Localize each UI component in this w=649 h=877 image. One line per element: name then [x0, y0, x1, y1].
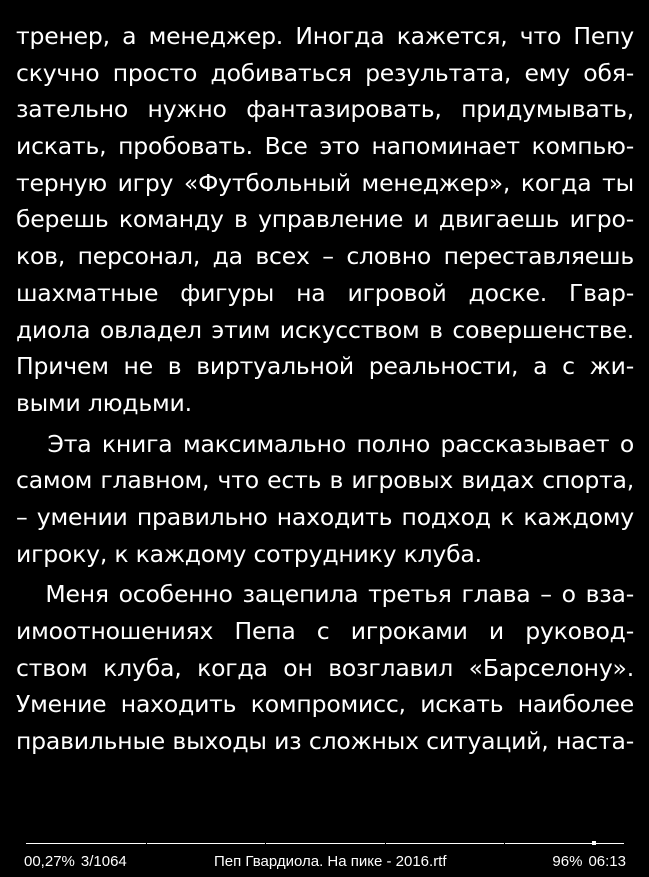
text-line: Причем не в виртуальной реальности, а с жи- [16, 352, 634, 381]
text-line: Эта книга максимально полно рассказывает о [16, 429, 634, 458]
text-line: имоотношениях Пепа с игроками и руковод- [16, 617, 634, 645]
text-line: берешь команду в управление и двигаешь игро- [16, 205, 634, 234]
clock-time: 06:13 [588, 853, 626, 870]
book-title[interactable]: Пеп Гвардиола. На пике - 2016.rtf [214, 853, 447, 870]
progress-marker [592, 841, 596, 845]
reading-progress-bar[interactable] [26, 843, 624, 844]
text-line: искать, пробовать. Все это напоминает компью- [16, 132, 634, 161]
system-info [552, 852, 626, 872]
text-line: тренер, а менеджер. Иногда кажется, что Пепу [16, 22, 634, 50]
text-line: ков, персонал, да всех – словно переставляешь [16, 242, 634, 271]
text-line: игроку, к каждому сотруднику клуба. [16, 539, 482, 568]
paragraph [16, 576, 634, 759]
status-bar [24, 852, 626, 872]
reader-text-area[interactable] [16, 18, 634, 760]
text-line: шахматные фигуры на игровой доске. Гвар- [16, 278, 634, 307]
chapter-tick [146, 841, 147, 844]
progress-percent: 00,27% [24, 853, 75, 870]
battery-level: 96% [552, 853, 583, 870]
text-line: Меня особенно зацепила третья глава – о вза- [16, 580, 634, 609]
text-line: диола овладел этим искусством в совершенстве. [16, 315, 634, 344]
text-line: терную игру «Футбольный менеджер», когда ты [16, 168, 634, 197]
text-line: правильные выходы из сложных ситуаций, наста- [16, 727, 634, 756]
text-line: зательно нужно фантазировать, придумывать, [16, 95, 634, 124]
text-line: ством клуба, когда он возглавил «Барселону». [16, 653, 634, 682]
page-number: 3/1064 [80, 853, 127, 870]
paragraph [16, 426, 634, 573]
chapter-tick [385, 841, 386, 844]
chapter-tick [504, 841, 505, 844]
text-line: выми людьми. [16, 388, 192, 417]
page-info[interactable] [24, 852, 127, 872]
text-line: Умение находить компромисс, искать наиболее [16, 690, 634, 719]
chapter-tick [265, 841, 266, 844]
text-line: скучно просто добиваться результата, ему обя- [16, 58, 634, 87]
text-line: самом главном, что есть в игровых видах спорта, [16, 466, 634, 495]
paragraph [16, 18, 634, 422]
text-line: – умении правильно находить подход к каждому [16, 502, 634, 531]
